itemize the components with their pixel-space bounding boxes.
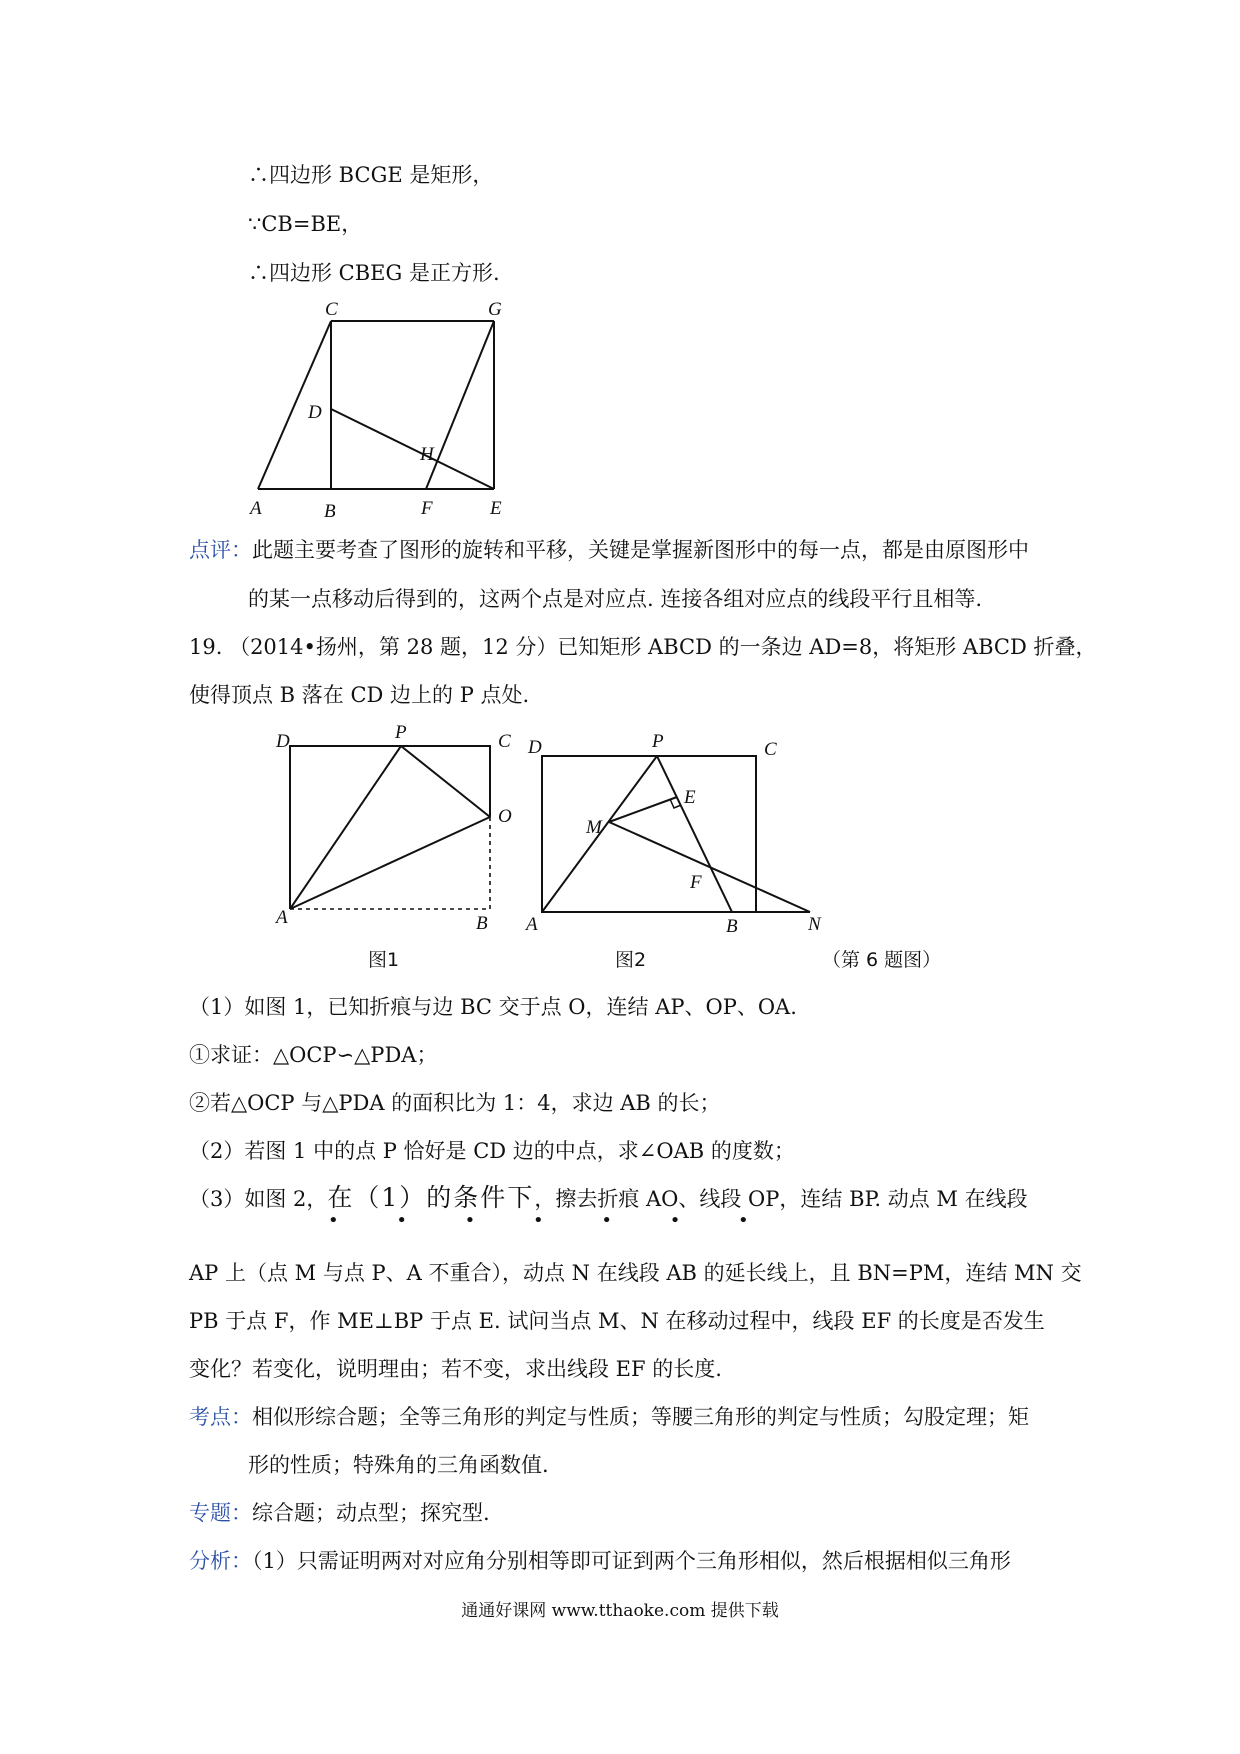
part-2-line: （2）若图 1 中的点 P 恰好是 CD 边的中点，求∠OAB 的度数；: [189, 1139, 795, 1163]
label-c: C: [325, 299, 338, 320]
label-a: A: [250, 498, 262, 519]
fig2-label-a: A: [526, 914, 538, 935]
fig2-label-e: E: [684, 787, 696, 808]
fig2-label-c: C: [764, 739, 777, 760]
fig2-label-d: D: [528, 737, 542, 758]
rect-sides-1: [290, 746, 490, 909]
caption-figure-2: 图2: [615, 949, 647, 971]
fig1-label-o: O: [498, 806, 512, 827]
fig1-label-d: D: [276, 731, 290, 752]
fig1-label-c: C: [498, 731, 511, 752]
fig2-label-m: M: [586, 817, 602, 838]
part-1-line: （1）如图 1，已知折痕与边 BC 交于点 O，连结 AP、OP、OA.: [189, 995, 797, 1019]
part-3-line-3: PB 于点 F，作 ME⊥BP 于点 E. 试问当点 M、N 在移动过程中，线段 EF 的长度是否发生: [189, 1309, 1045, 1333]
part-3-line-2: AP 上（点 M 与点 P、A 不重合），动点 N 在线段 AB 的延长线上，且 BN=PM，连结 MN 交: [189, 1261, 1082, 1285]
kaodian-line-1: [189, 1402, 1029, 1432]
figure-1: [270, 722, 530, 935]
label-h: H: [420, 444, 434, 465]
fig2-label-b: B: [726, 916, 738, 937]
segment-ao: [290, 817, 490, 909]
caption-question-figure: （第 6 题图）: [822, 949, 942, 971]
caption-figure-1: 图1: [368, 949, 400, 971]
segment-me: [609, 797, 677, 822]
label-g: G: [488, 299, 502, 320]
fenxi-text: （1）只需证明两对对应角分别相等即可证到两个三角形相似，然后根据相似三角形: [252, 1549, 1011, 1573]
fig2-label-f: F: [690, 872, 702, 893]
fig2-label-n: N: [808, 914, 821, 935]
fig1-label-p: P: [395, 722, 407, 743]
comment-text-1: 此题主要考查了图形的旋转和平移，关键是掌握新图形中的每一点，都是由原图形中: [252, 538, 1029, 562]
kaodian-label: 考点：: [189, 1405, 252, 1429]
segment-de: [331, 409, 494, 489]
comment-line-2: 的某一点移动后得到的，这两个点是对应点. 连接各组对应点的线段平行且相等.: [248, 587, 983, 611]
fig1-label-a: A: [276, 907, 288, 928]
proof-line-2: ∵CB=BE，: [248, 212, 363, 236]
fig2-label-p: P: [652, 731, 664, 752]
segment-po: [401, 746, 490, 817]
kaodian-text-1: 相似形综合题；全等三角形的判定与性质；等腰三角形的判定与性质；勾股定理；矩: [252, 1405, 1029, 1429]
page-footer: 通通好课网 www.tthaoke.com 提供下载: [461, 1601, 779, 1621]
part-3-prefix: （3）如图 2，: [189, 1187, 328, 1211]
kaodian-line-2: 形的性质；特殊角的三角函数值.: [248, 1453, 549, 1477]
segment-fg: [426, 321, 494, 489]
fig1-label-b: B: [476, 913, 488, 934]
proof-line-3: ∴四边形 CBEG 是正方形.: [248, 261, 500, 285]
fenxi-line: [189, 1546, 1011, 1576]
part-1b-line: ②若△OCP 与△PDA 的面积比为 1：4，求边 AB 的长；: [189, 1091, 721, 1115]
fenxi-label: 分析：: [189, 1549, 252, 1573]
part-3-line-4: 变化？若变化，说明理由；若不变，求出线段 EF 的长度.: [189, 1357, 722, 1381]
emphasis-dots: • • • • • • •: [328, 1210, 775, 1231]
figure-2: [520, 725, 840, 935]
question-19-line-1: 19. （2014•扬州，第 28 题，12 分）已知矩形 ABCD 的一条边 AD=8，将矩形 ABCD 折叠，: [189, 635, 1097, 659]
part-1a-line: ①求证：△OCP∽△PDA；: [189, 1043, 438, 1067]
question-19-line-2: 使得顶点 B 落在 CD 边上的 P 点处.: [189, 683, 530, 707]
comment-label: 点评：: [189, 538, 252, 562]
zhuanti-label: 专题：: [189, 1501, 252, 1525]
segment-mn: [609, 822, 810, 912]
proof-line-1: ∴四边形 BCGE 是矩形，: [248, 163, 494, 187]
part-3-emphasis: 在（1）的条件下: [327, 1183, 535, 1212]
part-3-suffix: ，擦去折痕 AO、线段 OP，连结 BP. 动点 M 在线段: [534, 1187, 1028, 1211]
label-b: B: [324, 501, 336, 522]
label-f: F: [421, 498, 433, 519]
label-d: D: [308, 402, 322, 423]
comment-line-1: [189, 535, 1029, 565]
label-e: E: [490, 498, 502, 519]
zhuanti-text: 综合题；动点型；探究型.: [252, 1501, 490, 1525]
zhuanti-line: [189, 1498, 490, 1528]
rect-abcd-2: [542, 756, 756, 912]
figure-square-cbeg: [240, 300, 520, 530]
